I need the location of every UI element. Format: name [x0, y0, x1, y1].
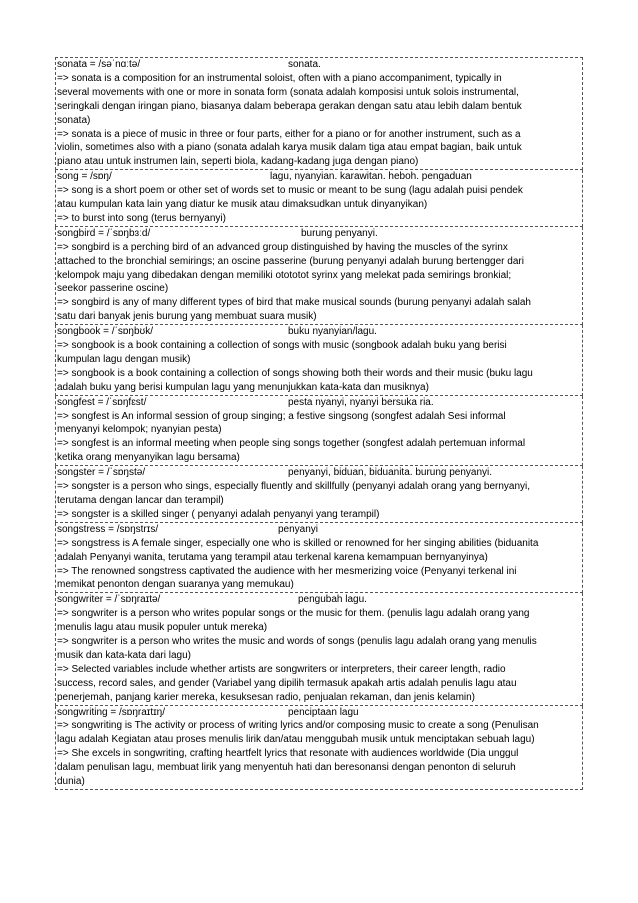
dictionary-entry	[55, 593, 583, 705]
headword: songstress = /sɒŋstrɪs/	[57, 523, 159, 535]
translation: sonata.	[288, 59, 321, 70]
definition-line: => songster is a skilled singer ( penyanyi adalah penyanyi yang terampil)	[57, 508, 380, 520]
dictionary-entry	[55, 325, 583, 396]
definition-line: => songstress is A female singer, especially one who is skilled or renowned for her singing abilities (biduanita	[57, 537, 539, 549]
entry-header	[56, 396, 582, 410]
headword: songfest = /ˈsɒŋfɛst/	[57, 396, 147, 408]
definition-line: violin, sometimes also with a piano (sonata adalah karya musik dalam tiga atau empat bagian, baik untuk	[57, 142, 522, 154]
entry-header	[56, 170, 582, 184]
definition-line: ketika orang menyanyikan lagu bersama)	[57, 452, 240, 464]
definition-line: memikat penonton dengan suaranya yang memukau)	[57, 579, 294, 591]
definition-line: => songbook is a book containing a collection of songs showing both their words and their music (buku lagu	[57, 367, 533, 379]
headword: song = /sɒŋ/	[57, 171, 112, 183]
definition-line: attached to the bronchial semirings; an oscine passerine (burung penyanyi adalah burung bertengger dari	[57, 255, 524, 267]
translation: buku nyanyian/lagu.	[288, 326, 377, 338]
entry-header	[56, 523, 582, 537]
definition-line: seringkali dengan iringan piano, biasanya dalam beberapa gerakan dengan satu atau lebih dalam bentuk	[57, 100, 522, 112]
definition-line: penerjemah, panjang karier mereka, kesuksesan radio, penjualan rekaman, dan jenis kelamin)	[57, 691, 476, 703]
definition-line: atau kumpulan kata lain yang diatur ke musik atau dimaksudkan untuk dinyanyikan)	[57, 199, 428, 211]
definition-line: => songbird is a perching bird of an advanced group distinguished by having the muscles of the syrinx	[57, 241, 508, 253]
dictionary-entry	[55, 466, 583, 523]
dictionary-entry	[55, 396, 583, 467]
definition-line: lagu adalah Kegiatan atau proses menulis lirik dan/atau menggubah musik untuk menciptakan sebuah lagu)	[57, 734, 535, 746]
dictionary-entry	[55, 57, 583, 170]
definition-line: => songbook is a book containing a collection of songs with music (songbook adalah buku yang berisi	[57, 340, 507, 352]
definition-line: dunia)	[57, 776, 85, 788]
translation: pesta nyanyi, nyanyi bersuka ria.	[288, 396, 434, 408]
definition-line: seekor passerine oscine)	[57, 283, 169, 295]
headword: songwriter = /ˈsɒŋraɪtə/	[57, 594, 161, 606]
dictionary-entry	[55, 227, 583, 325]
definition-line: => songbird is any of many different types of bird that make musical sounds (burung penyanyi adalah salah	[57, 297, 531, 309]
definition-line: => sonata is a piece of music in three or four parts, either for a piano or for another instrument, such as a	[57, 128, 521, 140]
definition-line: => songfest is An informal session of group singing; a festive singsong (songfest adalah Sesi informal	[57, 410, 506, 422]
definition-line: => sonata is a composition for an instrumental soloist, often with a piano accompaniment, typically in	[57, 72, 502, 84]
translation: penyanyi, biduan, biduanita. burung penyanyi.	[288, 467, 493, 479]
definition-line: => She excels in songwriting, crafting heartfelt lyrics that resonate with audiences worldwide (Dia unggul	[57, 748, 519, 760]
entry-header	[56, 466, 582, 480]
definition-line: kumpulan lagu dengan musik)	[57, 353, 191, 365]
entry-header	[56, 227, 582, 241]
definition-line: => to burst into song (terus bernyanyi)	[57, 212, 226, 224]
dictionary-entry	[55, 170, 583, 227]
definition-line: => songwriter is a person who writes popular songs or the music for them. (penulis lagu adalah orang yang	[57, 608, 530, 620]
dictionary-entry	[55, 523, 583, 594]
definition-line: => song is a short poem or other set of words set to music or meant to be sung (lagu adalah puisi pendek	[57, 185, 523, 197]
definition-line: adalah Penyanyi wanita, terutama yang terampil atau terkenal karena kemampuan bernyanyinya)	[57, 551, 488, 563]
entry-header	[56, 325, 582, 339]
dictionary-entry	[55, 706, 583, 790]
entry-header	[56, 58, 582, 72]
entry-header	[56, 706, 582, 720]
headword: sonata = /səˈnɑːtə/	[57, 59, 141, 70]
definition-line: musik dan kata-kata dari lagu)	[57, 649, 191, 661]
definition-line: adalah buku yang berisi kumpulan lagu yang menunjukkan kata-kata dan musiknya)	[57, 381, 429, 393]
definition-line: => The renowned songstress captivated the audience with her mesmerizing voice (Penyanyi terkenal ini	[57, 565, 517, 577]
translation: burung penyanyi.	[301, 227, 378, 239]
translation: penyanyi	[278, 523, 319, 535]
definition-line: several movements with one or more in sonata form (sonata adalah komposisi untuk solois instrumental,	[57, 86, 519, 98]
entry-header	[56, 593, 582, 607]
headword: songster = /ˈsɒŋstə/	[57, 467, 146, 479]
headword: songbook = /ˈsɒŋbʊk/	[57, 326, 154, 338]
translation: penciptaan lagu	[288, 706, 359, 718]
definition-line: satu dari banyak jenis burung yang membuat suara musik)	[57, 311, 317, 323]
definition-line: kelompok maju yang dibedakan dengan memiliki otototot syrinx yang melekat pada semirings bronkial;	[57, 269, 512, 281]
dictionary-document	[55, 57, 583, 790]
definition-line: => songwriter is a person who writes the music and words of songs (penulis lagu adalah orang yang menulis	[57, 636, 537, 648]
definition-line: success, record sales, and gender (Variabel yang dipilih termasuk apakah artis adalah penulis lagu atau	[57, 677, 517, 689]
definition-line: => songster is a person who sings, especially fluently and skillfully (penyanyi adalah orang yang bernyanyi,	[57, 481, 531, 493]
definition-line: dalam penulisan lagu, membuat lirik yang menyentuh hati dan beresonansi dengan penonton di seluruh	[57, 762, 516, 774]
translation: lagu, nyanyian. karawitan. heboh. pengaduan	[270, 171, 472, 183]
headword: songwriting = /sɒŋraɪtɪŋ/	[57, 706, 166, 718]
definition-line: menulis lagu atau musik populer untuk mereka)	[57, 622, 268, 634]
definition-line: piano atau untuk instrumen lain, seperti biola, kadang-kadang juga dengan piano)	[57, 156, 419, 168]
translation: pengubah lagu.	[298, 594, 367, 606]
definition-line: menyanyi kelompok; nyanyian pesta)	[57, 424, 222, 436]
definition-line: => songfest is an informal meeting when people sing songs together (songfest adalah pertemuan informal	[57, 438, 526, 450]
definition-line: => songwriting is The activity or process of writing lyrics and/or composing music to create a song (Penulisan	[57, 720, 539, 732]
definition-line: sonata)	[57, 114, 91, 126]
definition-line: => Selected variables include whether artists are songwriters or interpreters, their career length, radio	[57, 663, 506, 675]
definition-line: terutama dengan lancar dan terampil)	[57, 495, 224, 506]
headword: songbird = /ˈsɒŋbɜːd/	[57, 227, 151, 239]
